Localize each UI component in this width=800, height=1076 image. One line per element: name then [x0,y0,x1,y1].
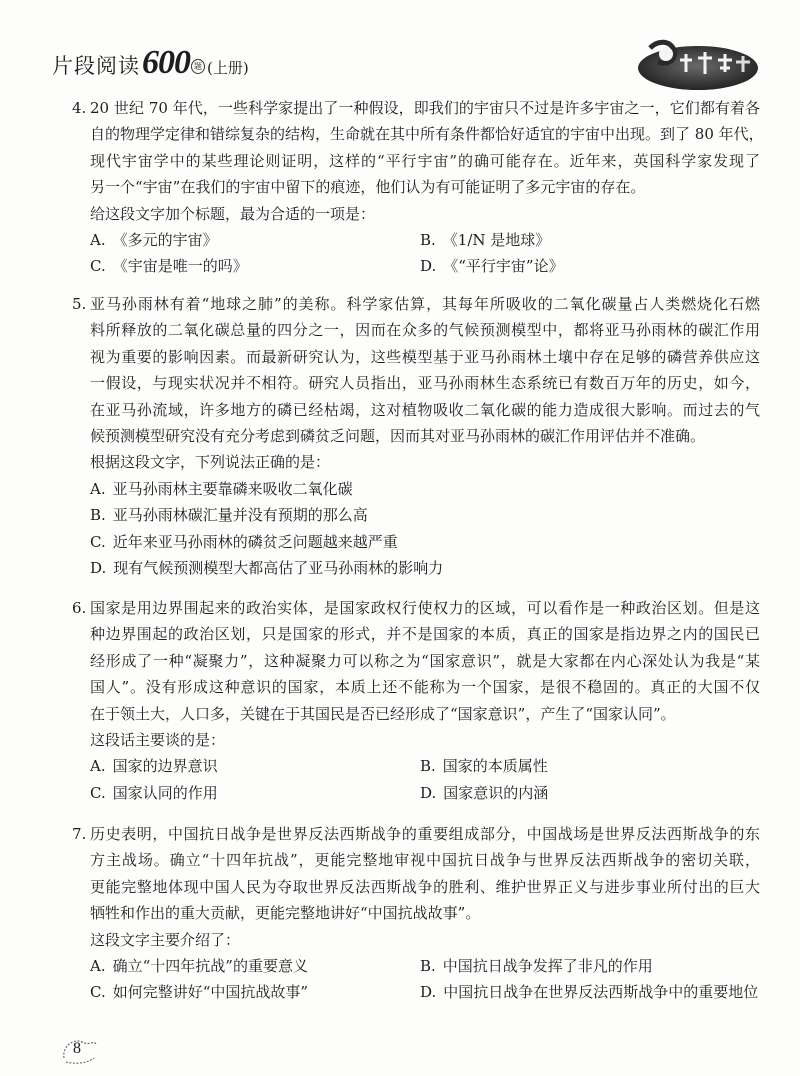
passage-line: 在亚马孙流域，许多地方的磷已经枯竭，这对植物吸收二氧化碳的能力造成很大影响。而过去的气 [90,400,760,419]
question-number: 6. [72,599,87,617]
passage-line: 亚马孙雨林有着“地球之肺”的美称。科学家估算，其每年所吸收的二氧化碳量占人类燃烧化石燃 [90,295,760,313]
passage-line: 国人”。没有形成这种意识的国家，本质上还不能称为一个国家，是很不稳固的。真正的大国不仅 [90,678,760,697]
passage-line: 种边界围起的政治区划，只是国家的形式，并不是国家的本质，真正的国家是指边界之内的国民已 [90,625,760,644]
passage-line: 20 世纪 70 年代，一些科学家提出了一种假设，即我们的宇宙只不过是许多宇宙之一，它们都有着各 [90,99,760,117]
volume-label: (上册) [207,59,249,77]
passage-line: 自的物理学定律和错综复杂的结构，生命就在其中所有条件都恰好适宜的宇宙中出现。到了 80 年代， [90,125,764,144]
page-number: 8 [73,1040,81,1057]
question-5 [0,291,800,581]
passage-line: 料所释放的二氧化碳总量的四分之一，因而在众多的气候预测模型中，都将亚马孙雨林的碳汇作用 [90,321,760,340]
option-d: D. 国家意识的内涵 [420,783,549,802]
option-d: D. 《“平行宇宙”论》 [420,257,564,276]
passage-line: 国家是用边界围起来的政治实体，是国家政权行使权力的区域，可以看作是一种政治区划。但是这 [90,599,760,617]
book-title: 片段阅读 [52,54,140,78]
question-count: 600 [142,44,190,81]
question-prompt: 根据这段文字，下列说法正确的是： [90,453,331,472]
options-row [90,953,760,979]
question-number: 7. [72,825,87,843]
book-header [52,44,249,88]
options-row [90,227,760,253]
passage-line: 更能完整地体现中国人民为夺取世界反法西斯战争的胜利、维护世界正义与进步事业所付出的巨大 [90,877,760,896]
option-c: C. 国家认同的作用 [90,783,218,802]
option-b: B. 中国抗日战争发挥了非凡的作用 [420,956,653,975]
passage-line: 历史表明，中国抗日战争是世界反法西斯战争的重要组成部分，中国战场是世界反法西斯战争的东 [90,825,760,843]
question-4 [0,95,800,280]
question-count-unit: 题 [191,59,205,74]
options-row [90,253,760,279]
question-6 [0,595,800,806]
question-prompt: 这段话主要谈的是： [90,730,226,749]
passage-line: 视为重要的影响因素。而最新研究认为，这些模型基于亚马孙雨林土壤中存在足够的磷营养供应这 [90,347,760,366]
option-c: C. 《宇宙是唯一的吗》 [90,257,248,276]
option-a: A. 国家的边界意识 [90,757,218,776]
option-d: D. 现有气候预测模型大都高估了亚马孙雨林的影响力 [90,558,444,577]
passage-line: 牺牲和作出的重大贡献，更能完整地讲好“中国抗战故事”。 [90,904,481,923]
option-c: C. 如何完整讲好“中国抗战故事” [90,983,309,1002]
option-c: C. 近年来亚马孙雨林的磷贫乏问题越来越严重 [90,532,398,551]
passage-line: 候预测模型研究没有充分考虑到磷贫乏问题，因而其对亚马孙雨林的碳汇作用评估并不准确。 [90,426,706,445]
option-d: D. 中国抗日战争在世界反法西斯战争中的重要地位 [420,983,759,1002]
option-b: B. 《1/N 是地球》 [420,230,551,249]
passage-line: 方主战场。确立“十四年抗战”，更能完整地审视中国抗日战争与世界反法西斯战争的密切关联， [90,851,760,870]
question-number: 4. [72,99,87,117]
passage-line: 在于领土大，人口多，关键在于其国民是否已经形成了“国家意识”，产生了“国家认同”。 [90,704,676,723]
publisher-logo [636,38,760,92]
passage-line: 经形成了一种“凝聚力”，这种凝聚力可以称之为“国家意识”，就是大家都在内心深处认为我是“某 [90,651,760,670]
question-7 [0,821,800,1006]
options-row [90,979,760,1005]
question-prompt: 给这段文字加个标题，最为合适的一项是： [90,204,376,223]
option-a: A. 确立“十四年抗战”的重要意义 [90,956,308,975]
option-a: A. 《多元的宇宙》 [90,230,218,249]
options-row [90,780,760,806]
passage-line: 一假设，与现实状况并不相符。研究人员指出，亚马孙雨林生态系统已有数百万年的历史，如今， [90,374,760,393]
option-a: A. 亚马孙雨林主要靠磷来吸收二氧化碳 [90,479,353,498]
question-number: 5. [72,295,87,313]
page-number-badge [60,1036,100,1066]
question-prompt: 这段文字主要介绍了： [90,930,241,949]
options-row [90,753,760,779]
passage-line: 另一个“宇宙”在我们的宇宙中留下的痕迹，他们认为有可能证明了多元宇宙的存在。 [90,178,646,197]
option-b: B. 国家的本质属性 [420,757,548,776]
passage-line: 现代宇宙学中的某些理论则证明，这样的“平行宇宙”的确可能存在。近年来，英国科学家发现了 [90,151,760,170]
option-b: B. 亚马孙雨林碳汇量并没有预期的那么高 [90,506,368,525]
